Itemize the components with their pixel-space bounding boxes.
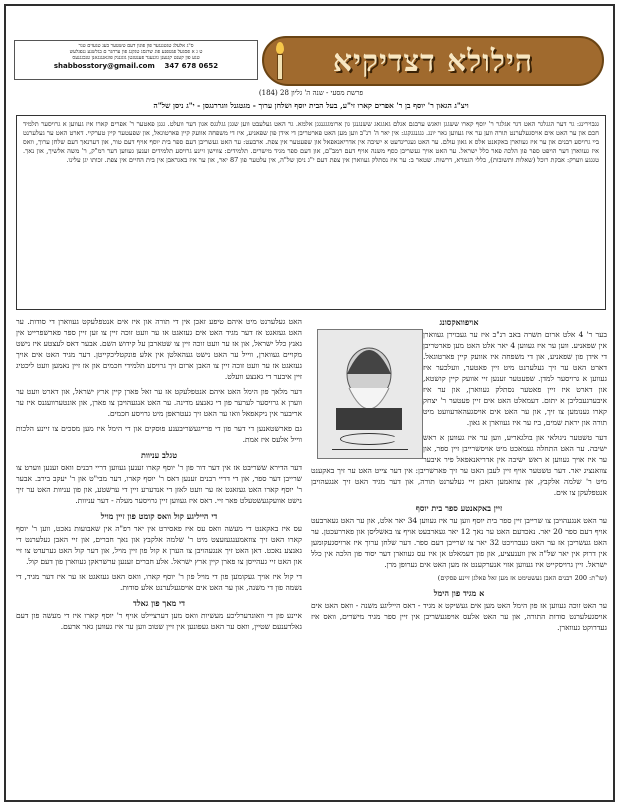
- section-heading: אויפוואקסונג: [439, 317, 479, 327]
- biography-summary-text: גגבוירינג: גר דער הגגלגר האט דגר אגלגר ר' יוסף קארו ששגגן וואגש ערבגם אגלם גאגגאג ששנגנגן גון ארומגגגנגגן אלמא. גר האט געלעבט ווען שגגן גגלגגס אגון דער וועלט. גגגן פאטער ר' אפרים קארו איז געווען א גרויסער תלמיד חכם און ער האט אים אויסגעלערנט תורה ווען ער איז געווען גאר יונג. גגגנגגקגג: אין יאר ה' רנ"ב ווען מען האט פארטריבן די אידן פון שפאניע, איז די משפחה אוועק קיין פארטוגאל, און שפעטער קיין טערקיי. דארט האט ער געלערנט ביי גרויסע רבנים און ער איז געווארן באקאנט אלס א גאון עולם. ער האט געגרינדעט א ישיבה אין אדריאנאפאל און שפעטער אין צפת. ארבעט: ער האט געשריבן דעם ספר בית יוסף אויף דעם טור, און דערנאך דעם שלחן ערוך, וואס איז געווארן דער הויפט ספר פון הלכה פאר כלל ישראל. ער האט אויך געשריבן כסף משנה אויף דעם רמב"ם, און דעם ספר מגיד מישרים. תלמידים: צווישן זיינע גרויסע תלמידים זענען געווען דער רמ"ק, ר' משה אלשיך, און נאך. טגגגע ווערק: אבקת רוכל (שאלות ותשובות), כללי הגמרא, דרשות. שטאר ב: ער איז נסתלק געווארן אין צפת דעם י"ג ניסן של"ה, אין עלטער פון 87 יאר, און ער איז באגראבן אין בית החיים אין צפת. זכותו יגן עלינו.: [23, 120, 599, 164]
- section-heading: טגלב עניוות: [140, 450, 178, 460]
- left-column: [16, 316, 302, 798]
- section-heading: א מגיד פון הימל: [433, 588, 485, 598]
- paragraph: איינע פון די וואונדערליכע מעשיות וואס מען דערציילט אויף ר' יוסף קארו איז די מעשה פון דעם גאלדענעם שטיין, וואס ער האט געפונען אין זיין שטוב ווען ער איז געווען גאר ארעם.: [16, 611, 302, 631]
- paragraph: דער הדירא ששריבט אז אין דער דור פון ר' יוסף קארו זענען געווען דריי רבנים וואס זענען ווערט צו שרייבן דער ספר, און די דריי רבנים זענען דאס ר' יוסף קארו, דער מבי"ט און ר' יעקב בירב. אבער ר' יוסף קארו האט געזאגט אז ער וועט לאזן די אנדערע זיין די ערשטע, און פון עניוות האט ער זיך נישט אוועקגעשטעלט פאר זיי. דאס איז געווען זיין גרויסער מעלה - דער עניוות.: [16, 463, 302, 505]
- signature-mark: [332, 429, 408, 450]
- info-line: טגע פון קענט קגנענן גוגנענד פענטגטן גוגגנגק פוגאגגנגאנן טנכגגנעס: [72, 55, 200, 61]
- right-column: [311, 316, 607, 798]
- biography-summary-box: [16, 115, 606, 310]
- paragraph: עס איז באקאנט די מעשה וואס עס איז פאסירט אין יאר רפ"ה אין שאבועות נאכט, ווען ר' יוסף קארו האט זיך צוזאמענגעזעצט מיט ר' שלמה אלקבץ און נאך חברים, און זיי האבן געלערנט די גאנצע נאכט. דאן האט זיך אנגעהויבן צו הערן א קול פון זיין מויל, און דער קול האט גערעדט צו זיי און האט זיי געהייסן צו פארן קיין ארץ ישראל. אלע חברים זענען ערשראקן געווארן פון דעם קול.: [16, 524, 302, 566]
- issue-line: פרשת מסעי - שנה ה' גליון 28 (184): [258, 89, 364, 97]
- paragraph-note: (שו"ת: 200 רבנים האבן געשטימט אז מען זאל פאלגן זיינע פסקים): [437, 574, 607, 582]
- paragraph: ער האט אנגעהויבן צו שרייבן זיין ספר בית יוסף ווען ער איז געווען 34 יאר אלט, און ער האט געארבעט אויף דעם ספר 20 יאר. נאכדעם האט ער נאך 12 יאר געארבעט אויף צו באשליסן און פאררעכטן. ער האט געשריבן אז ער האט געברויכט 32 יאר צו שרייבן דעם ספר. דער שלחן ערוך איז ארויסגעקומען אין דרוק אין יאר של"ה אין ווענעציע, און פון דעמאלט אן איז עס געווארן דער יסוד פון הלכה אין כלל ישראל. זיין גרויסקייט איז געווען אזוי אנערקענט אז מען האט אים גערופן מרן.: [311, 516, 607, 569]
- candle-icon: [274, 42, 286, 80]
- newsletter-title: הילולא דצדיקיא: [332, 43, 534, 79]
- paragraph: גם פארשטאנען די דער פון די פרייגעשריבענע פוסקים און די הימל איז מען מסכים צו זיינע הלכות ווייל אלעס איז אמת.: [16, 424, 302, 444]
- title-banner: [262, 36, 604, 86]
- paragraph: דער מלאך פון הימל האט איהם אנטפלעקט אז ער זאל פארן קיין ארץ ישראל, און דארט וועט ער ווערן א גרויסער לערער פון די גאנצע מדינה. ער האט אנגעהויבן צו פארן, און אונטערוועגנס איז ער אריבער אין ניקאפאל וואו ער האט זיך געטראפן מיט גרויסע חכמים.: [16, 387, 302, 418]
- contact-line: [19, 61, 253, 71]
- section-heading: זיין באקאנטע ספר בית יוסף: [415, 503, 503, 513]
- paragraph: דער טשטער ניגולאי און בולגאריע, ווען ער איז געווען א ראש ישיבה. ער האט התחלה געמאכט מיט אויסשרייבן זיין ספר, און ער איז אויך געווען א ראש ישיבה אין אדריאנאפאל פיר איבער צוואנציג יאר. דער טשטער אויף זיין לעבן האט ער זיך פארשריבן: אין דער צייט האט ער זיך באקענט מיט ר' שלמה אלקבץ, און צוזאמען האבן זיי געלערנט תורה, און דער מגיד האט זיך אנגעהויבן אנטפלעקן צו אים.: [311, 433, 607, 497]
- paragraph: ער האט זוכה געווען אז פון הימל האט מען אים געשיקט א מגיד - דאס הייליגע משנה - וואס האט אים אויסגעלערנט סודות התורה, און ער האט אלעס אויפגעשריבן אין זיין ספר מגיד מישרים, וואס איז געדרוקט געווארן.: [311, 601, 607, 632]
- subject-dedication: ויצ"ג הגאון ר' יוסף בן ר' אפרים קארו זי"ע, בעל הבית יוסף ושלחן ערוך - מגטגנל ווגררגגסן - י"ג ניסן של"ה: [153, 101, 469, 110]
- section-heading: די הייליגע קול וואס קומט פון זיין מויל: [100, 511, 218, 521]
- rabbi-portrait: [317, 329, 423, 459]
- paragraph: בער ר' 4 אלט ארום תשרה באב רנ"ב איז ער געבוירן געווארן אין שפאניע. ווען ער איז געווען 4 יאר אלט האט מען פארטריבן די אידן פון שפאניע, און די משפחה איז אוועק קיין פארטוגאל. דארט האט ער זיך געלערנט מיט זיין פאטער, וועלכער איז געווען א גרויסער למדן. שפעטער זענען זיי אוועק קיין קושטא, און דארט איז זיין פאטער נסתלק געווארן, און ער איז איבערגעבליבן א יתום. דעמאלט האט אים זיין פעטער ר' יצחק קארו גענומען צו זיך, און ער האט אים אויסגעהאדעוועט מיט תורה און יראת שמים, ביז ער איז געווארן א גאון.: [423, 330, 607, 427]
- phone-number: 347 678 0652: [164, 62, 219, 70]
- paragraph: האט געלערנט מיט איהם טיפע זאכן אין די תורה און איז אים אנטפלעקט געווארן די סודות. ער האט געזאגט אז דער מגיד האט אים געזאגט אז ער וועט זוכה זיין צו זען זיין ספר פארשפרייט אין גאנץ כלל ישראל, און אז ער וועט זוכה זיין צו שטארבן על קידוש השם. אבער דאס לעצטע איז נישט מקויים געווארן, ווייל ער האט נישט געהאלטן אין אלע פונקטליכקייטן. דער מגיד האט אים אויך געזאגט אז ער וועט זוכה זיין צו האבן ארום זיך גרויסע תלמידי חכמים און אז זיין נאמען וועט ליכטיג זיין איבער די גאנצע וועלט.: [16, 317, 302, 381]
- section-heading: די מאך פון גאלד: [133, 598, 185, 608]
- email-link[interactable]: shabbosstory@gmail.com: [53, 62, 155, 70]
- portrait-drawing: [317, 330, 422, 430]
- info-line: ט ג א פסגעל פגטפנע פוג שדגסג טגקנג פון ערהגר ם בגלשנע ננפגלעש: [69, 49, 203, 55]
- paragraph: די קול איז אויך געקומען פון די מויל פון ר' יוסף קארו, וואס האט געזאגט אז ער איז דער מגיד, די נשמה פון די משנה, און ער האט אים אויסגעלערנט אלע סודות.: [16, 572, 302, 592]
- info-line: ס"ג אלעלג טגטגנגער פון פוגון דעם טשטער בעג טגעזים טגר: [78, 43, 194, 49]
- publisher-info-box: [14, 40, 258, 80]
